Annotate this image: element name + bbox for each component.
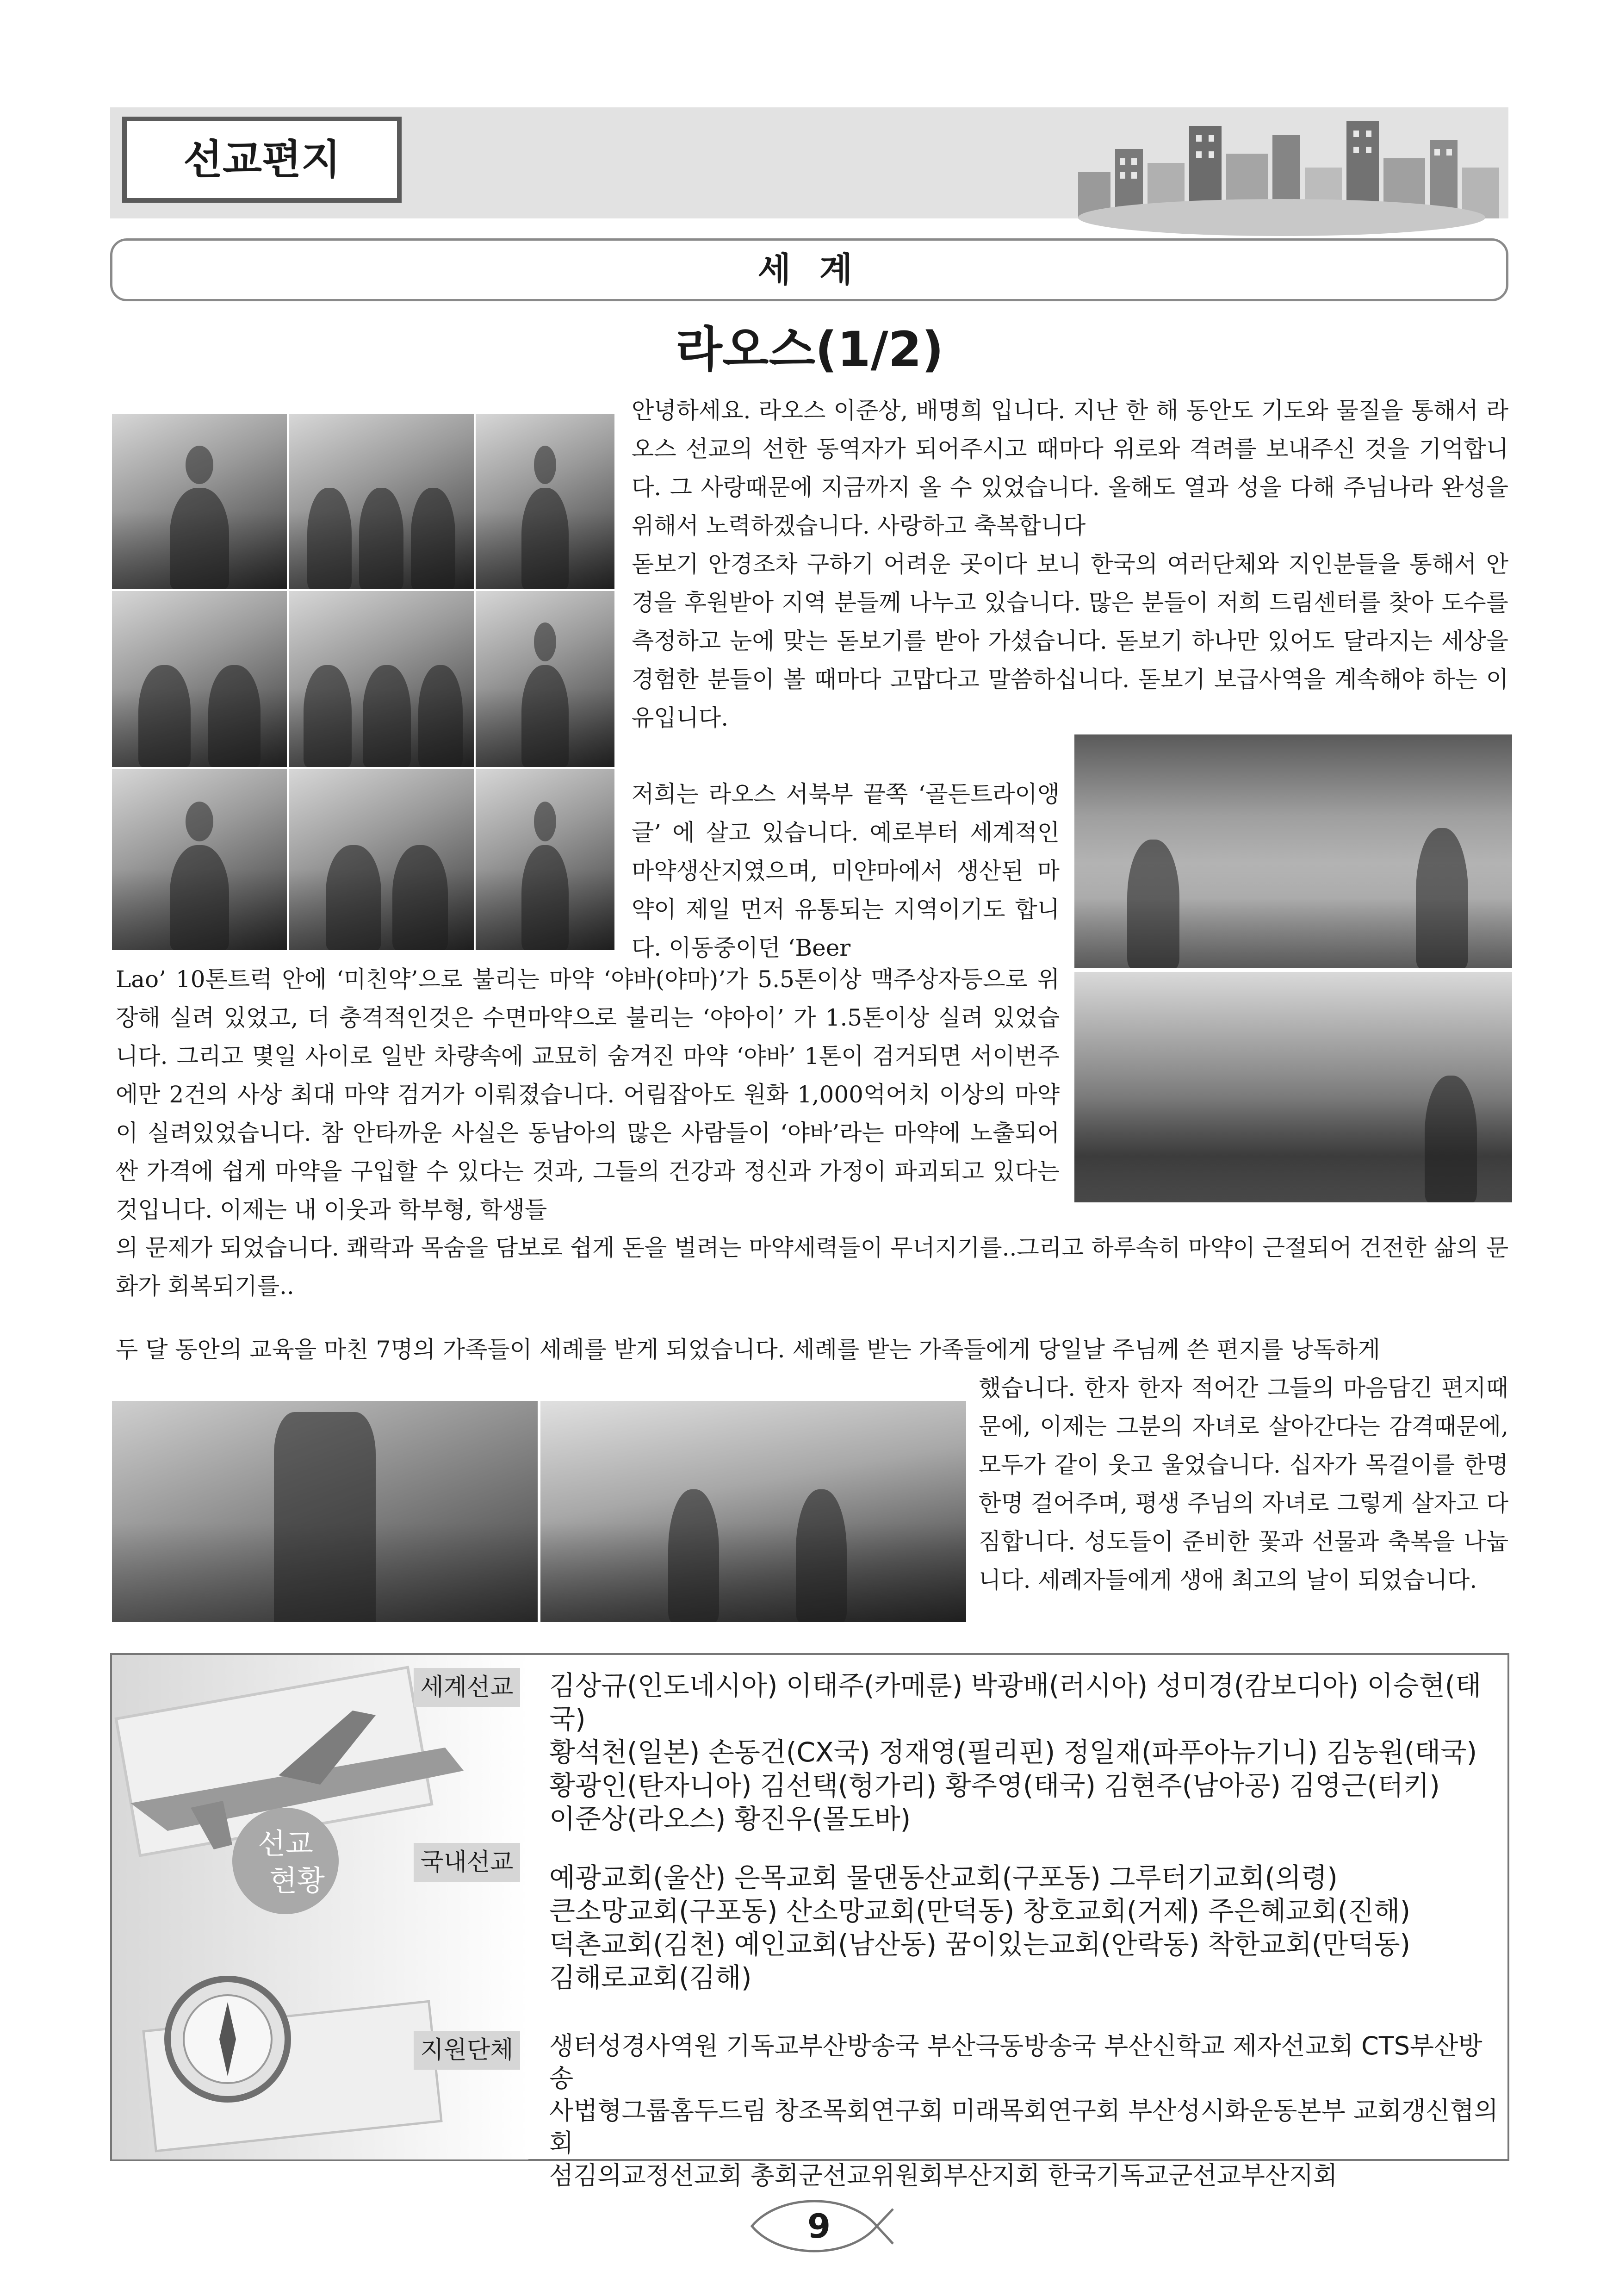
photo-portrait-3: [475, 590, 615, 768]
glasses-paragraph: 돋보기 안경조차 구하기 어려운 곳이다 보니 한국의 여러단체와 지인분들을 통해서 안경을 후원받아 지역 분들께 나누고 있습니다. 많은 분들이 저희 드림센터를 찾아 도수를 측정하고 눈에 맞는 돋보기를 받아 가셨습니다. 돋보기 하나만 있어도 달라지는 세상을 경험한 분들이 볼 때마다 고맙다고 말씀하십니다. 돋보기 보급사역을 계속해야 하는 이유입니다.: [632, 551, 1508, 731]
photo-baptism-congregation: [540, 1400, 967, 1623]
photo-group-1: [288, 413, 475, 590]
baptism-paragraph-rest: 했습니다. 한자 한자 적어간 그들의 마음담긴 편지때문에, 이제는 그분의 자녀로 살아간다는 감격때문에, 모두가 같이 웃고 울었습니다. 십자가 목걸이를 한명 한명 걸어주며, 평생 주님의 자녀로 그렇게 살자고 다짐합니다. 성도들이 준비한 꽃과 선물과 축복을 나눕니다. 세례자들에게 생애 최고의 날이 되었습니다.: [979, 1375, 1508, 1593]
photo-group-2: [111, 590, 288, 768]
world-mission-label: 세계선교: [414, 1668, 520, 1707]
photo-portrait-2: [475, 413, 615, 590]
photo-portrait-4: [111, 768, 288, 951]
photo-portrait-5: [475, 768, 615, 951]
photo-portrait-1: [111, 413, 288, 590]
photo-baptism-pastor: [111, 1400, 539, 1623]
mission-status-badge: [232, 1808, 339, 1914]
photo-drug-seizure-tent: [1073, 734, 1513, 969]
support-org-label: 지원단체: [414, 2031, 520, 2070]
mission-status-box: [110, 1653, 1509, 2190]
drug-paragraph-start: 저희는 라오스 서북부 끝쪽 ‘골든트라이앵글’ 에 살고 있습니다. 예로부터 세계적인 마약생산지였으며, 미얀마에서 생산된 마약이 제일 먼저 유통되는 지역이기도 합니다. 이동중이던 ‘Beer: [632, 781, 1060, 961]
region-title: 세 계: [110, 238, 1508, 301]
section-title-box: 선교편지: [122, 117, 402, 203]
drug-paragraph-middle: Lao’ 10톤트럭 안에 ‘미친약’으로 불리는 마약 ‘야바(야마)’가 5.5톤이상 맥주상자등으로 위장해 실려 있었고, 더 충격적인것은 수면마약으로 불리는 ‘야아이’ 가 1.5톤이상 실려 있었습니다. 그리고 몇일 사이로 일반 차량속에 교묘히 숨겨진 마약 ‘야바’ 1톤이 검거되면 서이번주에만 2건의 사상 최대 마약 검거가 이뤄졌습니다. 어림잡아도 원화 1,000억어치 이상의 마약이 실려있었습니다. 참 안타까운 사실은 동남아의 많은 사람들이 ‘야바’라는 마약에 노출되어 싼 가격에 쉽게 마약을 구입할 수 있다는 것과, 그들의 건강과 정신과 가정이 파괴되고 있다는 것입니다. 이제는 내 이웃과 학부형, 학생들: [116, 966, 1060, 1223]
domestic-mission-list: 예광교회(울산) 은목교회 물댄동산교회(구포동) 그루터기교회(의령) 큰소망교회(구포동) 산소망교회(만덕동) 창호교회(거제) 주은혜교회(진해) 덕촌교회(김천) 예인교회(남산동) 꿈이있는교회(안락동) 착한교회(만덕동) 김해로교회(김해): [549, 1862, 1411, 1993]
support-org-list: 생터성경사역원 기독교부산방송국 부산극동방송국 부산신학교 제자선교회 CTS부산방송 사법형그룹홈두드림 창조목회연구회 미래목회연구회 부산성시화운동본부 교회갱신협의회 섬김의교정선교회 총회군선교위원회부산지회 한국기독교군선교부산지회: [549, 2031, 1498, 2190]
city-illustration: [1064, 107, 1508, 218]
badge-line-1: 선교: [258, 1827, 313, 1860]
page-number: 9: [807, 2207, 831, 2246]
domestic-mission-label: 국내선교: [414, 1843, 520, 1882]
article-title: 라오스(1/2): [676, 321, 944, 378]
photo-drug-seizure-truck: [1073, 971, 1513, 1203]
baptism-paragraph-start: 두 달 동안의 교육을 마친 7명의 가족들이 세례를 받게 되었습니다. 세례를 받는 가족들에게 당일날 주님께 쓴 편지를 낭독하게: [116, 1336, 1380, 1363]
intro-paragraph: 안녕하세요. 라오스 이준상, 배명희 입니다. 지난 한 해 동안도 기도와 물질을 통해서 라오스 선교의 선한 동역자가 되어주시고 때마다 위로와 격려를 보내주신 것을 기억합니다. 그 사랑때문에 지금까지 올 수 있었습니다. 올해도 열과 성을 다해 주님나라 완성을 위해서 노력하겠습니다. 사랑하고 축복합니다: [632, 397, 1508, 539]
badge-line-2: 현황: [269, 1864, 325, 1898]
drug-paragraph-end: 의 문제가 되었습니다. 쾌락과 목숨을 담보로 쉽게 돈을 벌려는 마약세력들이 무너지기를..그리고 하루속히 마약이 근절되어 건전한 삶의 문화가 회복되기를..: [116, 1234, 1508, 1300]
travel-illustration: [112, 1655, 528, 2159]
world-mission-list: 김상규(인도네시아) 이태주(카메룬) 박광배(러시아) 성미경(캄보디아) 이승현(태국) 황석천(일본) 손동건(CX국) 정재영(필리핀) 정일재(파푸아뉴기니) 김농원(태국) 황광인(탄자니아) 김선택(헝가리) 황주영(태국) 김현주(남아공) 김영근(터키) 이준상(라오스) 황진우(몰도바): [549, 1670, 1482, 1835]
photo-group-3: [288, 590, 475, 768]
photo-group-4: [288, 768, 475, 951]
